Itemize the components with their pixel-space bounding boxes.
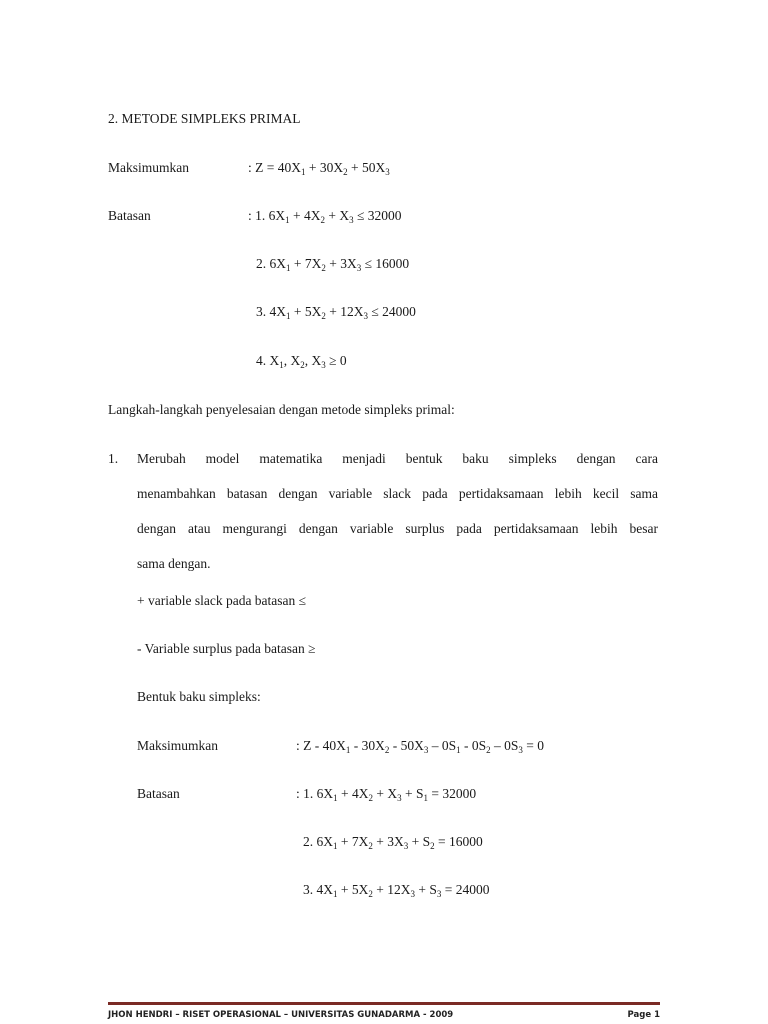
std-objective-function: : $Z - 40X_1 - 30X_2 - 50X_3 - 0S_1 - 0S_2 - 0S_3 = 0$ [296,738,545,755]
constraints-label: Batasan [108,208,151,223]
section-heading: 2. METODE SIMPLEKS PRIMAL [108,111,301,126]
std-constraints-label: Batasan [137,786,180,801]
surplus-note: - Variable surplus pada batasan ≥ [137,641,316,656]
std-constraint-2: 2. $6X_1 + 7X_2 + 3X_3 + S_2 = 16000$ [303,834,483,851]
step-line-4: sama dengan. [137,556,211,571]
footer-text: JHON HENDRI – RISET OPERASIONAL – UNIVERSITAS GUNADARMA - 2009 [108,1010,454,1020]
page-footer [108,1010,660,1020]
step-line-2: menambahkan batasan dengan variable slack pada pertidaksamaan lebih kecil sama [137,486,658,501]
step-line-1: Merubah model matematika menjadi bentuk baku simpleks dengan cara [137,451,658,466]
footer-rule [108,1002,660,1005]
std-constraint-1: : 1. $6X_1 + 4X_2 + X_3 + S_1 = 32000$ [296,786,477,803]
slack-note: + variable slack pada batasan ≤ [137,593,307,608]
standard-form-title: Bentuk baku simpleks: [137,689,261,704]
step-number: 1. [108,451,119,466]
std-maximize-label: Maksimumkan [137,738,218,753]
steps-intro: Langkah-langkah penyelesaian dengan metode simpleks primal: [108,402,455,417]
objective-function: : $Z = 40X_1 + 30X_2 + 50X_3$ [248,160,390,177]
maximize-label: Maksimumkan [108,160,189,175]
constraint-1: : 1. $6X_1 + 4X_2 + X_3 \le 32000$ [248,208,402,225]
page-number: Page 1 [627,1010,660,1020]
constraint-2: 2. $6X_1 + 7X_2 + 3X_3 \le 16000$ [256,256,410,273]
std-constraint-3: 3. $4X_1 + 5X_2 + 12X_3 + S_3 = 24000$ [303,882,490,899]
constraint-3: 3. $4X_1 + 5X_2 + 12X_3 \le 24000$ [256,304,416,321]
constraint-4: 4. $X_1$, $X_2$, $X_3 \ge 0$ [256,353,347,370]
step-line-3: dengan atau mengurangi dengan variable surplus pada pertidaksamaan lebih besar [137,521,658,536]
